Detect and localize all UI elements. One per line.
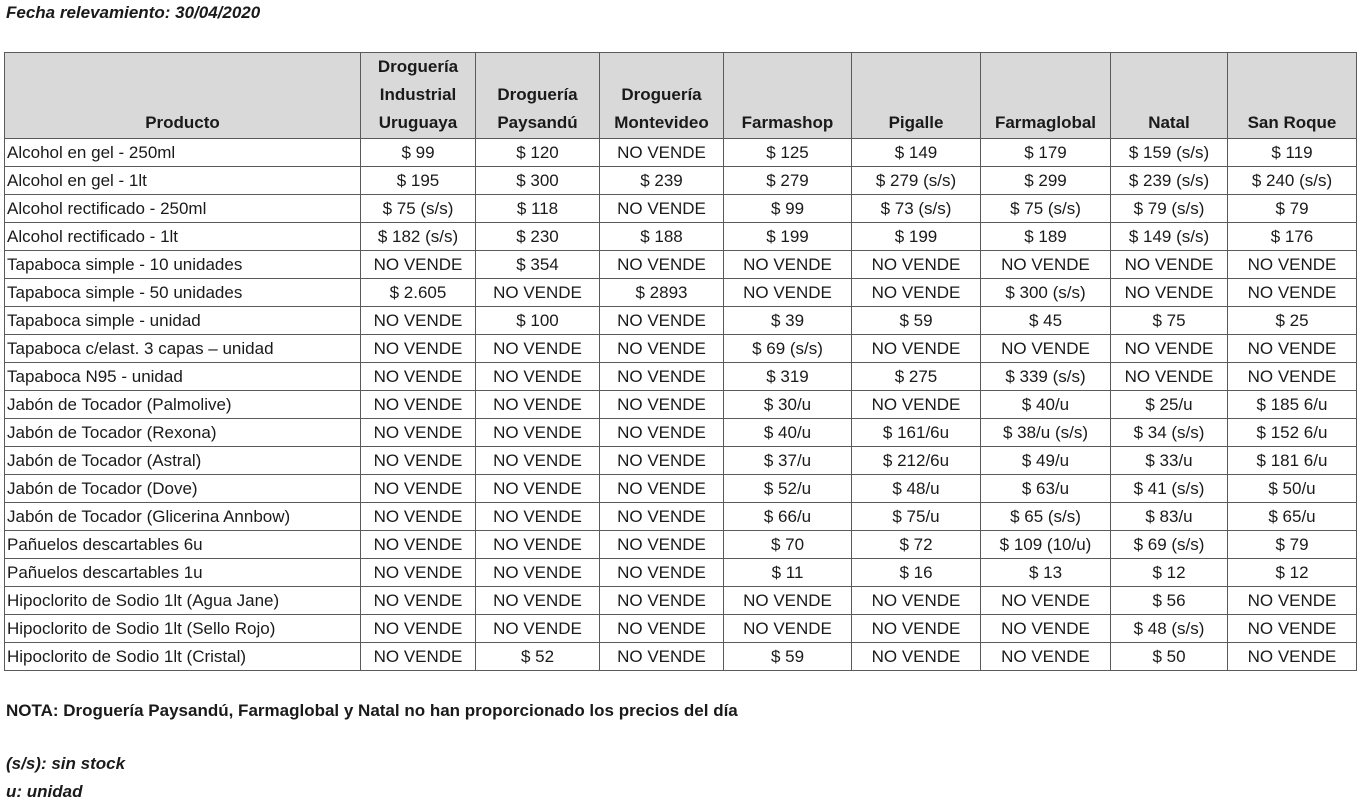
price-cell: NO VENDE (852, 587, 981, 615)
price-cell: $ 37/u (724, 447, 852, 475)
price-cell: $ 70 (724, 531, 852, 559)
price-cell: NO VENDE (600, 531, 724, 559)
price-cell: $ 176 (1228, 223, 1357, 251)
col-header-drogueria-montevideo: Droguería Montevideo (600, 53, 724, 139)
price-cell: $ 240 (s/s) (1228, 167, 1357, 195)
table-row (5, 307, 1357, 335)
price-cell: $ 25 (1228, 307, 1357, 335)
product-name-cell: Alcohol en gel - 1lt (5, 167, 361, 195)
price-cell: $ 149 (s/s) (1111, 223, 1228, 251)
price-cell: NO VENDE (476, 503, 600, 531)
price-cell: NO VENDE (600, 447, 724, 475)
price-cell: $ 339 (s/s) (981, 363, 1111, 391)
price-cell: $ 75 (s/s) (981, 195, 1111, 223)
price-cell: NO VENDE (1111, 335, 1228, 363)
price-cell: $ 12 (1228, 559, 1357, 587)
col-header-natal: Natal (1111, 53, 1228, 139)
price-cell: NO VENDE (361, 615, 476, 643)
price-cell: $ 100 (476, 307, 600, 335)
product-name-cell: Tapaboca simple - 10 unidades (5, 251, 361, 279)
price-cell: $ 79 (1228, 531, 1357, 559)
product-name-cell: Pañuelos descartables 1u (5, 559, 361, 587)
price-cell: NO VENDE (476, 335, 600, 363)
product-name-cell: Tapaboca simple - unidad (5, 307, 361, 335)
product-name-cell: Tapaboca c/elast. 3 capas – unidad (5, 335, 361, 363)
price-cell: NO VENDE (1228, 587, 1357, 615)
price-cell: $ 56 (1111, 587, 1228, 615)
product-name-cell: Hipoclorito de Sodio 1lt (Sello Rojo) (5, 615, 361, 643)
price-cell: $ 75/u (852, 503, 981, 531)
price-cell: NO VENDE (724, 251, 852, 279)
price-cell: NO VENDE (1111, 363, 1228, 391)
price-cell: $ 69 (s/s) (1111, 531, 1228, 559)
product-name-cell: Jabón de Tocador (Dove) (5, 475, 361, 503)
price-cell: $ 66/u (724, 503, 852, 531)
price-cell: NO VENDE (600, 195, 724, 223)
price-cell: $ 300 (s/s) (981, 279, 1111, 307)
price-cell: $ 45 (981, 307, 1111, 335)
col-header-producto: Producto (5, 53, 361, 139)
price-cell: NO VENDE (600, 475, 724, 503)
col-header-drogueria-paysandu: Droguería Paysandú (476, 53, 600, 139)
price-cell: $ 230 (476, 223, 600, 251)
price-cell: $ 83/u (1111, 503, 1228, 531)
price-cell: NO VENDE (361, 363, 476, 391)
price-cell: $ 16 (852, 559, 981, 587)
price-cell: $ 125 (724, 139, 852, 167)
product-name-cell: Alcohol en gel - 250ml (5, 139, 361, 167)
price-cell: NO VENDE (476, 419, 600, 447)
price-cell: $ 69 (s/s) (724, 335, 852, 363)
price-cell: $ 33/u (1111, 447, 1228, 475)
price-cell: NO VENDE (600, 391, 724, 419)
price-cell: NO VENDE (361, 307, 476, 335)
price-cell: $ 159 (s/s) (1111, 139, 1228, 167)
product-name-cell: Hipoclorito de Sodio 1lt (Agua Jane) (5, 587, 361, 615)
table-row (5, 139, 1357, 167)
table-row (5, 503, 1357, 531)
product-name-cell: Jabón de Tocador (Astral) (5, 447, 361, 475)
price-cell: $ 182 (s/s) (361, 223, 476, 251)
price-cell: $ 79 (1228, 195, 1357, 223)
table-row (5, 223, 1357, 251)
price-cell: NO VENDE (852, 251, 981, 279)
price-cell: $ 25/u (1111, 391, 1228, 419)
price-cell: NO VENDE (600, 363, 724, 391)
price-cell: $ 99 (724, 195, 852, 223)
product-name-cell: Jabón de Tocador (Palmolive) (5, 391, 361, 419)
price-cell: NO VENDE (476, 587, 600, 615)
price-cell: $ 2.605 (361, 279, 476, 307)
price-cell: NO VENDE (1111, 279, 1228, 307)
price-cell: $ 49/u (981, 447, 1111, 475)
price-cell: $ 199 (724, 223, 852, 251)
col-header-pigalle: Pigalle (852, 53, 981, 139)
table-header (5, 53, 1357, 139)
price-cell: NO VENDE (852, 643, 981, 671)
price-cell: $ 34 (s/s) (1111, 419, 1228, 447)
table-row (5, 279, 1357, 307)
price-cell: NO VENDE (600, 559, 724, 587)
price-cell: $ 75 (1111, 307, 1228, 335)
price-cell: NO VENDE (600, 615, 724, 643)
price-cell: NO VENDE (361, 475, 476, 503)
price-cell: NO VENDE (724, 279, 852, 307)
price-cell: $ 185 6/u (1228, 391, 1357, 419)
price-cell: NO VENDE (361, 251, 476, 279)
product-name-cell: Tapaboca N95 - unidad (5, 363, 361, 391)
legend-unidad: u: unidad (6, 782, 83, 801)
price-cell: $ 11 (724, 559, 852, 587)
price-cell: NO VENDE (476, 363, 600, 391)
col-header-farmashop: Farmashop (724, 53, 852, 139)
price-cell: $ 63/u (981, 475, 1111, 503)
table-row (5, 195, 1357, 223)
price-cell: $ 120 (476, 139, 600, 167)
price-cell: NO VENDE (1228, 643, 1357, 671)
legend-sin-stock: (s/s): sin stock (6, 754, 126, 773)
price-cell: NO VENDE (361, 419, 476, 447)
price-cell: $ 13 (981, 559, 1111, 587)
price-cell: $ 30/u (724, 391, 852, 419)
price-cell: $ 50/u (1228, 475, 1357, 503)
price-cell: NO VENDE (476, 279, 600, 307)
price-cell: $ 52/u (724, 475, 852, 503)
price-cell: $ 72 (852, 531, 981, 559)
price-cell: NO VENDE (600, 335, 724, 363)
price-cell: $ 118 (476, 195, 600, 223)
price-cell: $ 39 (724, 307, 852, 335)
price-cell: NO VENDE (852, 335, 981, 363)
product-name-cell: Jabón de Tocador (Rexona) (5, 419, 361, 447)
table-row (5, 419, 1357, 447)
price-cell: NO VENDE (361, 447, 476, 475)
price-cell: $ 354 (476, 251, 600, 279)
price-cell: NO VENDE (600, 419, 724, 447)
price-cell: $ 152 6/u (1228, 419, 1357, 447)
price-cell: NO VENDE (361, 531, 476, 559)
price-cell: NO VENDE (476, 615, 600, 643)
price-cell: $ 319 (724, 363, 852, 391)
price-cell: $ 59 (724, 643, 852, 671)
price-cell: $ 52 (476, 643, 600, 671)
price-cell: $ 195 (361, 167, 476, 195)
price-cell: $ 73 (s/s) (852, 195, 981, 223)
price-cell: $ 188 (600, 223, 724, 251)
price-cell: $ 109 (10/u) (981, 531, 1111, 559)
table-row (5, 251, 1357, 279)
price-cell: NO VENDE (361, 587, 476, 615)
price-cell: NO VENDE (476, 475, 600, 503)
price-cell: $ 12 (1111, 559, 1228, 587)
product-name-cell: Hipoclorito de Sodio 1lt (Cristal) (5, 643, 361, 671)
price-cell: $ 38/u (s/s) (981, 419, 1111, 447)
table-row (5, 559, 1357, 587)
price-cell: $ 65/u (1228, 503, 1357, 531)
price-cell: NO VENDE (600, 251, 724, 279)
price-cell: NO VENDE (1228, 335, 1357, 363)
price-cell: $ 50 (1111, 643, 1228, 671)
price-cell: NO VENDE (1228, 363, 1357, 391)
price-cell: $ 48 (s/s) (1111, 615, 1228, 643)
price-cell: NO VENDE (476, 559, 600, 587)
price-cell: NO VENDE (852, 615, 981, 643)
table-row (5, 335, 1357, 363)
price-cell: $ 119 (1228, 139, 1357, 167)
price-cell: NO VENDE (852, 279, 981, 307)
price-cell: NO VENDE (1111, 251, 1228, 279)
price-cell: NO VENDE (476, 447, 600, 475)
table-row (5, 587, 1357, 615)
price-cell: $ 149 (852, 139, 981, 167)
price-cell: NO VENDE (981, 587, 1111, 615)
product-name-cell: Alcohol rectificado - 250ml (5, 195, 361, 223)
price-cell: $ 199 (852, 223, 981, 251)
price-cell: $ 181 6/u (1228, 447, 1357, 475)
price-cell: $ 299 (981, 167, 1111, 195)
price-cell: $ 41 (s/s) (1111, 475, 1228, 503)
product-name-cell: Tapaboca simple - 50 unidades (5, 279, 361, 307)
price-cell: $ 212/6u (852, 447, 981, 475)
price-cell: NO VENDE (981, 251, 1111, 279)
price-cell: NO VENDE (600, 139, 724, 167)
product-name-cell: Pañuelos descartables 6u (5, 531, 361, 559)
price-cell: $ 279 (s/s) (852, 167, 981, 195)
price-cell: $ 189 (981, 223, 1111, 251)
price-cell: $ 2893 (600, 279, 724, 307)
price-cell: NO VENDE (361, 391, 476, 419)
price-cell: $ 40/u (981, 391, 1111, 419)
table-row (5, 363, 1357, 391)
price-cell: $ 275 (852, 363, 981, 391)
col-header-drogueria-industrial-uruguaya: Droguería Industrial Uruguaya (361, 53, 476, 139)
price-cell: NO VENDE (1228, 251, 1357, 279)
price-cell: NO VENDE (1228, 615, 1357, 643)
price-cell: NO VENDE (361, 335, 476, 363)
price-cell: $ 161/6u (852, 419, 981, 447)
price-cell: NO VENDE (852, 391, 981, 419)
price-cell: $ 99 (361, 139, 476, 167)
price-cell: $ 300 (476, 167, 600, 195)
price-cell: $ 239 (s/s) (1111, 167, 1228, 195)
table-body (5, 139, 1357, 671)
table-row (5, 447, 1357, 475)
price-cell: $ 40/u (724, 419, 852, 447)
note-text: NOTA: Droguería Paysandú, Farmaglobal y Natal no han proporcionado los precios del día (6, 701, 738, 720)
price-cell: $ 65 (s/s) (981, 503, 1111, 531)
price-cell: NO VENDE (1228, 279, 1357, 307)
price-cell: NO VENDE (600, 587, 724, 615)
price-cell: NO VENDE (724, 587, 852, 615)
product-name-cell: Alcohol rectificado - 1lt (5, 223, 361, 251)
price-cell: $ 279 (724, 167, 852, 195)
table-row (5, 615, 1357, 643)
price-cell: NO VENDE (600, 307, 724, 335)
table-row (5, 643, 1357, 671)
price-cell: NO VENDE (476, 391, 600, 419)
price-cell: NO VENDE (981, 643, 1111, 671)
price-cell: NO VENDE (600, 503, 724, 531)
price-cell: NO VENDE (361, 559, 476, 587)
price-cell: $ 48/u (852, 475, 981, 503)
price-cell: $ 59 (852, 307, 981, 335)
price-cell: NO VENDE (724, 615, 852, 643)
price-cell: NO VENDE (361, 643, 476, 671)
table-row (5, 167, 1357, 195)
survey-date: Fecha relevamiento: 30/04/2020 (6, 3, 261, 22)
price-cell: $ 79 (s/s) (1111, 195, 1228, 223)
price-table (4, 52, 1357, 671)
price-cell: $ 179 (981, 139, 1111, 167)
price-cell: NO VENDE (981, 335, 1111, 363)
table-row (5, 391, 1357, 419)
col-header-farmaglobal: Farmaglobal (981, 53, 1111, 139)
col-header-san-roque: San Roque (1228, 53, 1357, 139)
price-cell: NO VENDE (476, 531, 600, 559)
table-row (5, 531, 1357, 559)
price-cell: NO VENDE (361, 503, 476, 531)
price-cell: $ 75 (s/s) (361, 195, 476, 223)
product-name-cell: Jabón de Tocador (Glicerina Annbow) (5, 503, 361, 531)
price-cell: NO VENDE (600, 643, 724, 671)
price-cell: NO VENDE (981, 615, 1111, 643)
price-cell: $ 239 (600, 167, 724, 195)
table-row (5, 475, 1357, 503)
